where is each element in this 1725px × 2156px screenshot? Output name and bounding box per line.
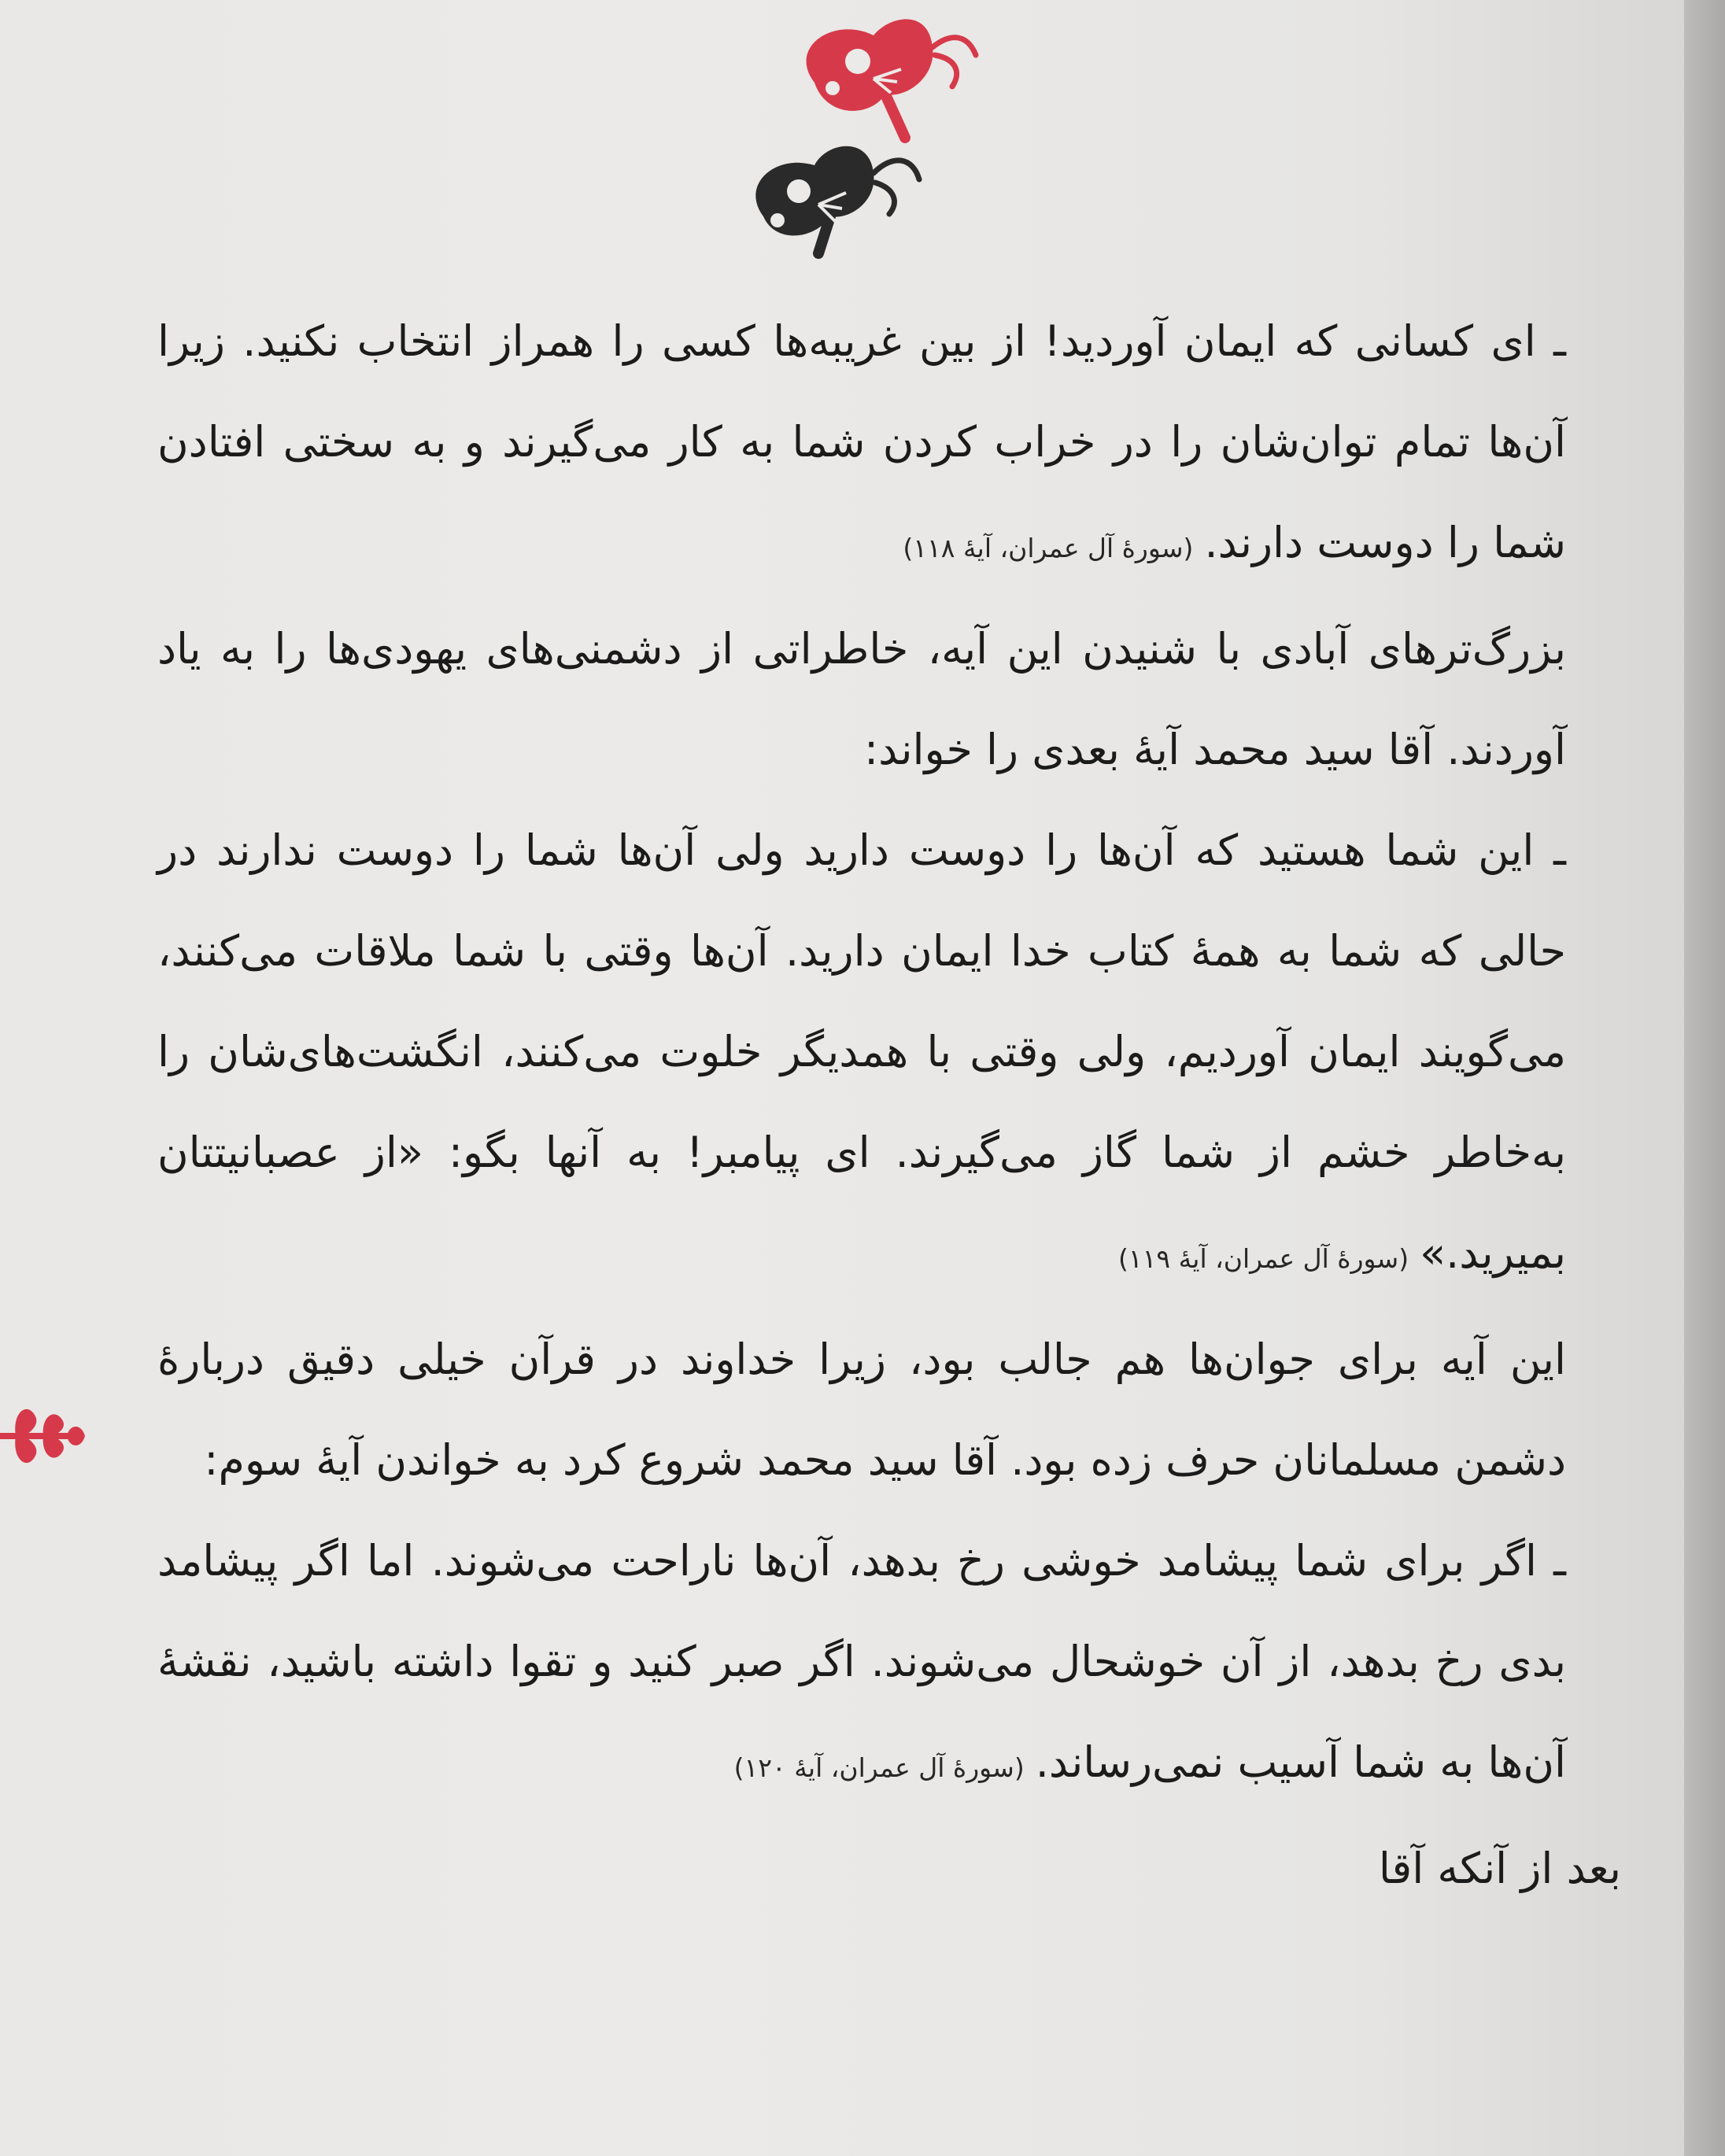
body-text [157, 291, 1621, 1919]
verse-reference: (سورهٔ آل عمران، آیهٔ ۱۱۸) [903, 533, 1194, 563]
red-butterfly [807, 19, 976, 138]
verse-reference: (سورهٔ آل عمران، آیهٔ ۱۲۰) [733, 1752, 1025, 1783]
paragraph-4: این آیه برای جوان‌ها هم جالب بود، زیرا خداوند در قرآن خیلی دقیق دربارهٔ دشمن مسلمانان حرف زده بود. آقا سید محمد شروع کرد به خواندن آیهٔ سوم: [157, 1335, 1566, 1485]
next-page-edge [1684, 0, 1725, 2156]
leaf-icon [0, 1393, 94, 1479]
verse-reference: (سورهٔ آل عمران، آیهٔ ۱۱۹) [1118, 1243, 1409, 1274]
paragraph-6: بعد از آنکه آقا [1378, 1844, 1621, 1893]
paragraph-5: ـ اگر برای شما پیشامد خوشی رخ بدهد، آن‌ها ناراحت می‌شوند. اما اگر پیشامد بدی رخ بدهد، از آن خوشحال می‌شوند. اگر صبر کنید و تقوا داشته باشید، نقشهٔ آن‌ها به شما آسیب نمی‌رساند.(سورهٔ آل عمران، آیهٔ ۱۲۰) [157, 1536, 1566, 1787]
paragraph-1: ـ ای کسانی که ایمان آوردید! از بین غریبه‌ها کسی را همراز انتخاب نکنید. زیرا آن‌ها تمام توان‌شان را در خراب کردن شما به کار می‌گیرند و به سختی افتادن شما را دوست دارند.(سورهٔ آل عمران، آیهٔ ۱۱۸) [157, 316, 1566, 567]
dark-butterfly [755, 146, 919, 253]
paragraph-2: بزرگ‌ترهای آبادی با شنیدن این آیه، خاطراتی از دشمنی‌های یهودی‌ها را به یاد آوردند. آقا سید محمد آیهٔ بعدی را خواند: [157, 624, 1566, 774]
paragraph-3: ـ این شما هستید که آن‌ها را دوست دارید ولی آن‌ها شما را دوست ندارند در حالی که شما به همهٔ کتاب خدا ایمان دارید. آن‌ها وقتی با شما ملاقات می‌کنند، می‌گویند ایمان آوردیم، ولی وقتی با همدیگر خلوت می‌کنند، انگشت‌های‌شان را به‌خاطر خشم از شما گاز می‌گیرند. ای پیامبر! به آنها بگو: «از عصبانیتتان بمیرید.»(سورهٔ آل عمران، آیهٔ ۱۱۹) [157, 825, 1566, 1278]
butterflies-icon [740, 0, 1023, 268]
